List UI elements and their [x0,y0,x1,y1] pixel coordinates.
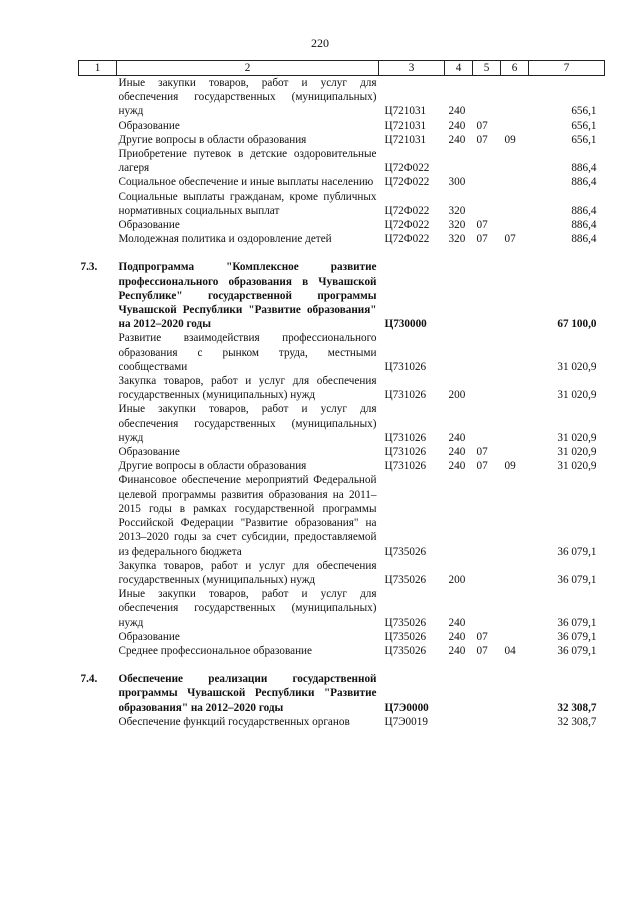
row-number: 7.4. [80,673,98,686]
row-number: 7.3. [80,261,98,274]
row-expense-type: 320 [448,204,466,217]
table-row [79,119,605,133]
row-number [79,402,117,445]
row-amount: 886,4 [571,233,597,246]
col-header-4: 4 [445,61,473,76]
row-section [473,473,501,558]
row-section: 07 [476,460,488,473]
table-row [79,559,605,587]
row-code: Ц731026 [384,446,427,459]
row-code: Ц7Э0019 [384,715,428,728]
table-row [79,331,605,374]
table-row [79,630,605,644]
row-name: Обеспечение реализации государственной программы Чувашской Республики "Развитие образования" на 2012–2020 годы [118,673,377,714]
row-amount: 36 079,1 [557,545,597,558]
row-name: Закупка товаров, работ и услуг для обеспечения государственных (муниципальных) нужд [118,375,377,402]
row-amount: 886,4 [571,219,597,232]
table-row-subprogram [79,672,605,715]
col-header-3: 3 [379,61,445,76]
row-number [79,374,117,402]
row-code: Ц730000 [384,318,427,331]
table-row [79,190,605,218]
row-subsection: 09 [504,460,516,473]
table-row [79,218,605,232]
row-name: Иные закупки товаров, работ и услуг для обеспечения государственных (муниципальных) нужд [118,403,377,444]
row-name: Образование [118,446,180,459]
row-expense-type [445,260,473,331]
spacer-row [79,658,605,672]
table-body [79,76,605,729]
row-number [79,459,117,473]
row-name: Приобретение путевок в детские оздоровительные лагеря [118,148,377,175]
row-code: Ц721031 [384,105,427,118]
row-amount: 886,4 [571,204,597,217]
spacer-row [79,246,605,260]
row-expense-type: 240 [448,105,466,118]
row-subsection [501,147,529,175]
row-name: Молодежная политика и оздоровление детей [118,233,332,246]
row-name: Иные закупки товаров, работ и услуг для обеспечения государственных (муниципальных) нужд [118,77,377,118]
budget-table [78,60,605,729]
row-amount: 36 079,1 [557,644,597,657]
row-expense-type: 200 [448,573,466,586]
row-name: Социальные выплаты гражданам, кроме публичных нормативных социальных выплат [118,190,377,217]
row-number [79,644,117,658]
table-row [79,715,605,729]
row-expense-type [445,715,473,729]
row-subsection [501,175,529,189]
row-amount: 886,4 [571,176,597,189]
row-section [473,715,501,729]
row-subsection [501,473,529,558]
spacer-cell [79,658,605,672]
row-subsection [501,559,529,587]
col-header-5: 5 [473,61,501,76]
row-code: Ц735026 [384,573,427,586]
row-section [473,190,501,218]
table-row [79,133,605,147]
row-subsection [501,76,529,119]
row-code: Ц72Ф022 [384,204,430,217]
row-amount: 31 020,9 [557,431,597,444]
col-header-2: 2 [117,61,379,76]
row-name: Иные закупки товаров, работ и услуг для обеспечения государственных (муниципальных) нужд [118,588,377,629]
row-name: Образование [118,219,180,232]
row-section [473,147,501,175]
row-name: Финансовое обеспечение мероприятий Федеральной целевой программы развития образования на 2011–2015 годы в рамках государственной программы Российской Федерации "Развитие образования" на 2013–2020 годы за счет субсидии, предоставляемой из федерального бюджета [118,474,377,558]
row-section [473,175,501,189]
row-number [79,473,117,558]
table-row [79,402,605,445]
row-name: Среднее профессиональное образование [118,644,313,657]
spacer-cell [79,246,605,260]
row-expense-type: 320 [448,219,466,232]
row-code: Ц721031 [384,133,427,146]
row-code: Ц735026 [384,644,427,657]
table-row-subprogram [79,260,605,331]
row-section: 07 [476,630,488,643]
row-code: Ц731026 [384,460,427,473]
row-number [79,119,117,133]
row-expense-type [445,331,473,374]
row-subsection [501,119,529,133]
row-amount: 656,1 [571,133,597,146]
row-subsection [501,402,529,445]
row-subsection [501,218,529,232]
row-amount: 36 079,1 [557,573,597,586]
row-section: 07 [476,644,488,657]
row-amount: 32 308,7 [557,701,597,714]
row-amount: 67 100,0 [557,318,597,331]
row-amount: 36 079,1 [557,616,597,629]
row-expense-type: 200 [448,389,466,402]
row-subsection [501,374,529,402]
row-amount: 31 020,9 [557,446,597,459]
row-section [473,374,501,402]
table-row [79,147,605,175]
row-name: Образование [118,630,180,643]
table-row [79,459,605,473]
col-header-6: 6 [501,61,529,76]
row-subsection: 07 [504,233,516,246]
row-code: Ц731026 [384,389,427,402]
row-expense-type [445,147,473,175]
row-subsection [501,331,529,374]
table-row [79,644,605,658]
row-expense-type: 240 [448,616,466,629]
row-section: 07 [476,119,488,132]
row-section [473,559,501,587]
row-section: 07 [476,133,488,146]
row-number [79,445,117,459]
row-expense-type: 300 [448,176,466,189]
row-name: Социальное обеспечение и иные выплаты населению [118,176,374,189]
row-name: Развитие взаимодействия профессионального образования с рынком труда, местными сообществами [118,332,377,373]
row-amount: 31 020,9 [557,389,597,402]
row-expense-type [445,473,473,558]
row-name: Другие вопросы в области образования [118,133,307,146]
table-row [79,374,605,402]
row-number [79,559,117,587]
row-section [473,672,501,715]
row-section [473,331,501,374]
row-number [79,175,117,189]
page-number: 220 [311,36,329,50]
row-amount: 31 020,9 [557,460,597,473]
table-row [79,175,605,189]
row-code: Ц72Ф022 [384,219,430,232]
row-expense-type: 240 [448,460,466,473]
row-number [79,218,117,232]
row-code: Ц735026 [384,630,427,643]
row-subsection [501,260,529,331]
row-number [79,190,117,218]
row-subsection [501,587,529,630]
row-amount: 31 020,9 [557,360,597,373]
row-number [79,147,117,175]
row-subsection [501,190,529,218]
col-header-1: 1 [79,61,117,76]
row-name: Подпрограмма "Комплексное развитие профессионального образования в Чувашской Республике" государственной программы Чувашской Республики "Развитие образования" на 2012–2020 годы [118,261,377,331]
row-amount: 656,1 [571,105,597,118]
row-expense-type: 240 [448,119,466,132]
row-section [473,260,501,331]
row-amount: 656,1 [571,119,597,132]
row-name: Другие вопросы в области образования [118,460,307,473]
row-name: Закупка товаров, работ и услуг для обеспечения государственных (муниципальных) нужд [118,559,377,586]
row-number [79,331,117,374]
row-name: Образование [118,119,180,132]
row-number [79,76,117,119]
row-section: 07 [476,219,488,232]
row-subsection: 04 [504,644,516,657]
row-expense-type: 320 [448,233,466,246]
row-number [79,630,117,644]
row-subsection: 09 [504,133,516,146]
row-subsection [501,672,529,715]
row-subsection [501,445,529,459]
header-row [79,61,605,76]
row-code: Ц735026 [384,545,427,558]
row-subsection [501,630,529,644]
row-section [473,76,501,119]
row-number [79,587,117,630]
row-section: 07 [476,233,488,246]
row-expense-type [445,672,473,715]
row-amount: 36 079,1 [557,630,597,643]
table-row [79,76,605,119]
row-code: Ц735026 [384,616,427,629]
row-code: Ц731026 [384,431,427,444]
row-section: 07 [476,446,488,459]
row-expense-type: 240 [448,133,466,146]
row-code: Ц721031 [384,119,427,132]
row-section [473,587,501,630]
row-code: Ц7Э0000 [384,701,429,714]
row-amount: 886,4 [571,162,597,175]
table-row [79,232,605,246]
table-row [79,445,605,459]
table-row [79,473,605,558]
row-expense-type: 240 [448,446,466,459]
row-code: Ц731026 [384,360,427,373]
row-expense-type: 240 [448,644,466,657]
row-code: Ц72Ф022 [384,162,430,175]
row-code: Ц72Ф022 [384,176,430,189]
row-code: Ц72Ф022 [384,233,430,246]
row-section [473,402,501,445]
col-header-7: 7 [529,61,605,76]
row-name: Обеспечение функций государственных органов [118,715,350,728]
row-expense-type: 240 [448,431,466,444]
row-number [79,232,117,246]
row-number [79,715,117,729]
table-row [79,587,605,630]
row-expense-type: 240 [448,630,466,643]
row-number [79,133,117,147]
row-amount: 32 308,7 [557,715,597,728]
row-subsection [501,715,529,729]
